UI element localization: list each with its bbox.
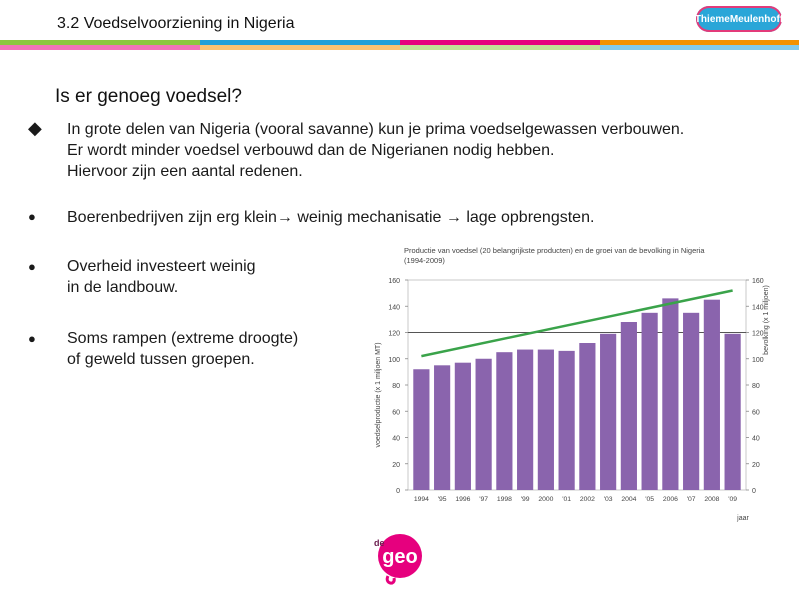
x-tick-label: '09 [728, 496, 738, 503]
page-header-title: 3.2 Voedselvoorziening in Nigeria [57, 15, 295, 32]
chart-subtitle: (1994-2009) [404, 256, 445, 265]
bullet-text-1 [67, 119, 684, 182]
bar [579, 343, 595, 490]
x-tick-label: '97 [479, 496, 489, 503]
header-stripe-segment [0, 45, 200, 50]
y-tick-label: 140 [388, 304, 400, 312]
y-tick-label: 20 [392, 461, 400, 469]
y-tick-label: 40 [392, 435, 400, 443]
header-stripe-segment [200, 45, 400, 50]
bar [704, 300, 720, 490]
bar [642, 313, 658, 490]
publisher-logo: ThiemeMeulenhoff [696, 6, 782, 32]
y-tick-label-right: 120 [752, 330, 764, 338]
bullet-text-4 [67, 328, 298, 370]
bar [621, 322, 637, 490]
x-tick-label: 1998 [496, 496, 512, 503]
y-tick-label-right: 100 [752, 356, 764, 364]
x-tick-label: '07 [686, 496, 696, 503]
y-tick-label: 160 [388, 278, 400, 285]
bar [517, 350, 533, 490]
y-tick-label-right: 40 [752, 435, 760, 443]
x-tick-label: '95 [437, 496, 447, 503]
x-tick-label: 1994 [413, 496, 429, 503]
x-tick-label: 2008 [704, 496, 720, 503]
chart-svg [358, 240, 778, 525]
dot-bullet-icon: ● [28, 259, 36, 274]
bullet-3-line-1: Overheid investeert weinig [67, 258, 256, 275]
bar [455, 363, 471, 490]
y-tick-label: 60 [392, 409, 400, 417]
y-axis-label-right: bevolking (x 1 miljoen) [763, 285, 770, 355]
x-tick-label: 2000 [538, 496, 554, 503]
x-tick-label: 2006 [662, 496, 678, 503]
bullet-4-line-2: of geweld tussen groepen. [67, 351, 255, 368]
x-tick-label: '03 [603, 496, 613, 503]
bar [600, 334, 616, 490]
y-tick-label: 80 [392, 383, 400, 390]
bullet-1-line-3: Hiervoor zijn een aantal redenen. [67, 163, 303, 180]
bar [559, 351, 575, 490]
x-tick-label: 1996 [455, 496, 471, 503]
header-stripe-segment [400, 45, 600, 50]
bullet-4-line-1: Soms rampen (extreme droogte) [67, 330, 299, 347]
bar [725, 334, 741, 490]
food-production-chart [358, 240, 778, 525]
geo-logo-prefix: de [374, 538, 385, 548]
bar [662, 298, 678, 490]
x-axis-label: jaar [737, 515, 749, 522]
header-stripe-segment [600, 45, 799, 50]
diamond-bullet-icon: ◆ [28, 118, 42, 138]
bullet-text-3 [67, 256, 256, 298]
x-tick-label: 2004 [621, 496, 637, 503]
y-tick-label: 0 [396, 488, 400, 495]
bar [538, 350, 554, 490]
bullet-text-2 [67, 207, 594, 228]
bullet-2-line-1: Boerenbedrijven zijn erg klein→ weinig mechanisatie → lage opbrengsten. [67, 209, 595, 226]
y-axis-label: voedselproductie (x 1 miljoen MT) [375, 342, 382, 448]
geo-logo-text: geo [382, 546, 418, 568]
slide-subtitle: Is er genoeg voedsel? [55, 86, 242, 107]
y-tick-label-right: 60 [752, 409, 760, 417]
bar [496, 352, 512, 490]
y-tick-label-right: 160 [752, 278, 764, 285]
y-tick-label-right: 140 [752, 304, 764, 312]
y-tick-label-right: 80 [752, 383, 760, 390]
y-tick-label: 100 [388, 356, 400, 364]
y-tick-label-right: 0 [752, 488, 756, 495]
y-tick-label-right: 20 [752, 461, 760, 469]
x-tick-label: '05 [645, 496, 655, 503]
bar [413, 369, 429, 490]
bullet-3-line-2: in de landbouw. [67, 279, 179, 296]
x-tick-label: 2002 [579, 496, 595, 503]
chart-title: Productie van voedsel (20 belangrijkste producten) en de groei van de bevolking in Nigeria [404, 246, 705, 255]
de-geo-logo [368, 532, 432, 586]
bar [683, 313, 699, 490]
bullet-1-line-2: Er wordt minder voedsel verbouwd dan de Nigerianen nodig hebben. [67, 142, 555, 159]
x-tick-label: '01 [562, 496, 572, 503]
bar [476, 359, 492, 490]
bar [434, 365, 450, 490]
x-tick-label: '99 [520, 496, 530, 503]
y-tick-label: 120 [388, 330, 400, 338]
dot-bullet-icon: ● [28, 331, 36, 346]
bullet-1-line-1: In grote delen van Nigeria (vooral savanne) kun je prima voedselgewassen verbouwen. [67, 121, 685, 138]
dot-bullet-icon: ● [28, 209, 36, 224]
